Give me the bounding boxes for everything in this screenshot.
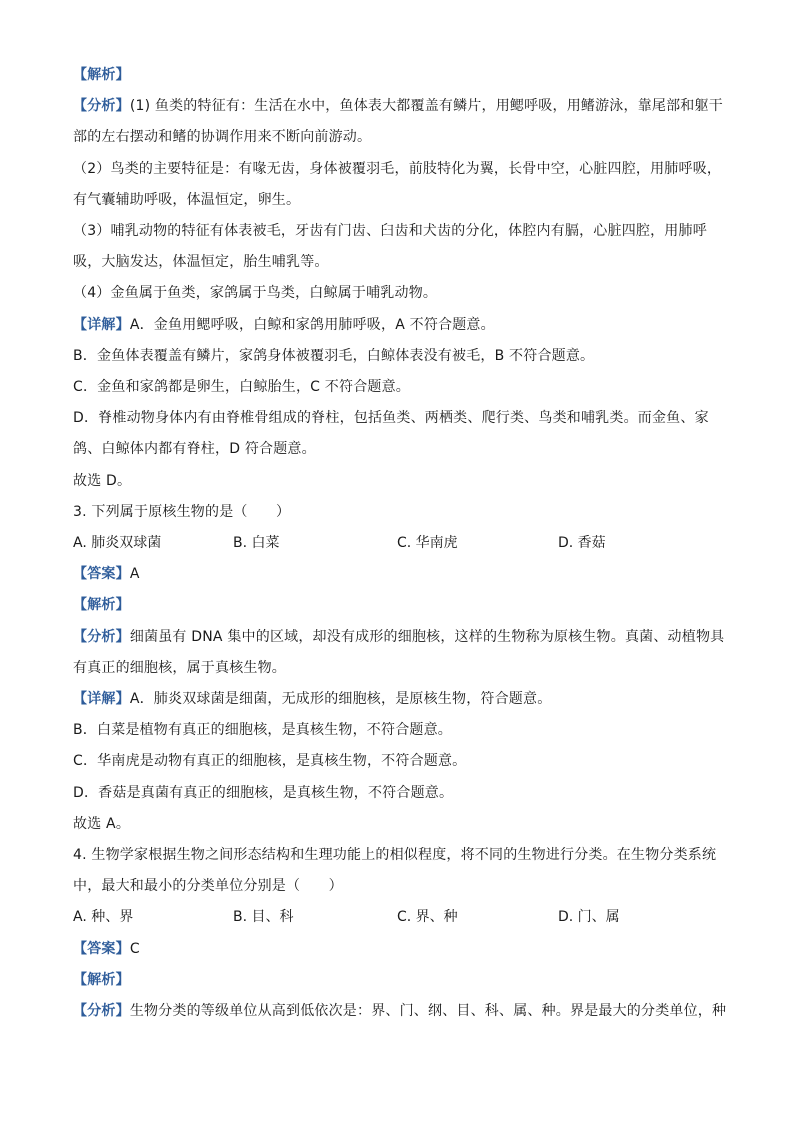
section-tag: 【分析】 (73, 1003, 130, 1019)
text-line (73, 440, 316, 458)
text-line (73, 66, 130, 84)
line-text: 故选 A。 (73, 815, 131, 832)
option-d: D. 香菇 (558, 535, 606, 551)
section-tag: 【答案】 (73, 940, 130, 957)
line-text: D．脊椎动物身体内有由脊椎骨组成的脊柱，包括鱼类、两栖类、爬行类、鸟类和哺乳类。而金鱼、家 (73, 410, 709, 427)
text-line (73, 877, 343, 895)
text-line (73, 596, 130, 614)
section-tag: 【答案】 (73, 566, 130, 583)
line-text: 细菌虽有 DNA 集中的区域，却没有成形的细胞核，这样的生物称为原核生物。真菌、动植物具 (129, 628, 725, 645)
text-line (73, 253, 329, 271)
line-text: 中，最大和最小的分类单位分别是（ ） (73, 878, 343, 895)
section-tag: 【分析】 (73, 98, 130, 115)
text-line (73, 659, 286, 677)
section-tag: 【解析】 (73, 67, 130, 83)
line-text: （2）鸟类的主要特征是：有喙无齿，身体被覆羽毛，前肢特化为翼，长骨中空，心脏四腔，用肺呼吸， (73, 160, 722, 177)
section-tag: 【解析】 (73, 597, 130, 614)
text-line (73, 846, 716, 864)
text-line (73, 316, 495, 334)
text-line (73, 1002, 726, 1020)
line-text: 3. 下列属于原核生物的是（ ） (73, 503, 291, 520)
text-line (73, 503, 290, 521)
option-d: D. 门、属 (558, 909, 620, 926)
section-tag: 【分析】 (73, 628, 130, 645)
option-b: B. 目、科 (233, 909, 294, 926)
text-line (73, 784, 453, 802)
option-a: A. 肺炎双球菌 (73, 535, 162, 551)
line-text: 有真正的细胞核，属于真核生物。 (73, 659, 286, 676)
line-text: B．金鱼体表覆盖有鳞片，家鸽身体被覆羽毛，白鲸体表没有被毛，B 不符合题意。 (73, 347, 595, 364)
line-text: C (129, 940, 140, 957)
text-line (73, 284, 437, 302)
text-line (73, 940, 140, 958)
line-text: D．香菇是真菌有真正的细胞核，是真核生物，不符合题意。 (73, 784, 454, 801)
text-line (73, 690, 551, 708)
option-b: B. 白菜 (233, 535, 280, 551)
line-text: A．金鱼用鳃呼吸，白鲸和家鸽用肺呼吸，A 不符合题意。 (129, 316, 495, 333)
line-text: （3）哺乳动物的特征有体表被毛，牙齿有门齿、臼齿和犬齿的分化，体腔内有膈，心脏四腔，用肺呼 (73, 223, 707, 239)
text-line (73, 472, 131, 490)
text-line (73, 752, 466, 770)
line-text: C．华南虎是动物有真正的细胞核，是真核生物，不符合题意。 (73, 753, 467, 770)
line-text: A (129, 566, 140, 583)
line-text: C．金鱼和家鸽都是卵生，白鲸胎生，C 不符合题意。 (73, 379, 410, 395)
line-text: B．白菜是植物有真正的细胞核，是真核生物，不符合题意。 (73, 722, 453, 739)
text-line (73, 628, 724, 646)
text-line (73, 160, 721, 178)
text-line (73, 378, 410, 396)
section-tag: 【解析】 (73, 971, 130, 988)
line-text: 生物分类的等级单位从高到低依次是：界、门、纲、目、科、属、种。界是最大的分类单位，种 (129, 1003, 727, 1019)
text-line (73, 191, 300, 209)
text-line (73, 971, 130, 989)
option-c: C. 界、种 (397, 909, 458, 926)
text-line (73, 409, 709, 427)
option-c: C. 华南虎 (397, 535, 458, 551)
section-tag: 【详解】 (73, 316, 130, 333)
line-text: 吸，大脑发达，体温恒定，胎生哺乳等。 (73, 254, 329, 271)
line-text: 鸽、白鲸体内都有脊柱，D 符合题意。 (73, 441, 316, 458)
text-line (73, 347, 594, 365)
text-line (73, 815, 130, 833)
line-text: (1) 鱼类的特征有：生活在水中，鱼体表大都覆盖有鳞片，用鳃呼吸，用鳍游泳，靠尾部和躯干 (129, 98, 723, 115)
line-text: （4）金鱼属于鱼类，家鸽属于鸟类，白鲸属于哺乳动物。 (73, 285, 438, 302)
text-line (73, 222, 707, 240)
text-line (73, 721, 452, 739)
line-text: 4. 生物学家根据生物之间形态结构和生理功能上的相似程度，将不同的生物进行分类。在生物分类系统 (73, 847, 717, 863)
option-a: A. 种、界 (73, 909, 134, 926)
line-text: 故选 D。 (73, 472, 132, 489)
line-text: A．肺炎双球菌是细菌，无成形的细胞核，是原核生物，符合题意。 (129, 691, 552, 707)
section-tag: 【详解】 (73, 691, 130, 707)
line-text: 部的左右摆动和鳍的协调作用来不断向前游动。 (73, 129, 372, 146)
text-line (73, 128, 371, 146)
line-text: 有气囊辅助呼吸，体温恒定，卵生。 (73, 191, 301, 208)
text-line (73, 97, 723, 115)
text-line (73, 565, 140, 583)
